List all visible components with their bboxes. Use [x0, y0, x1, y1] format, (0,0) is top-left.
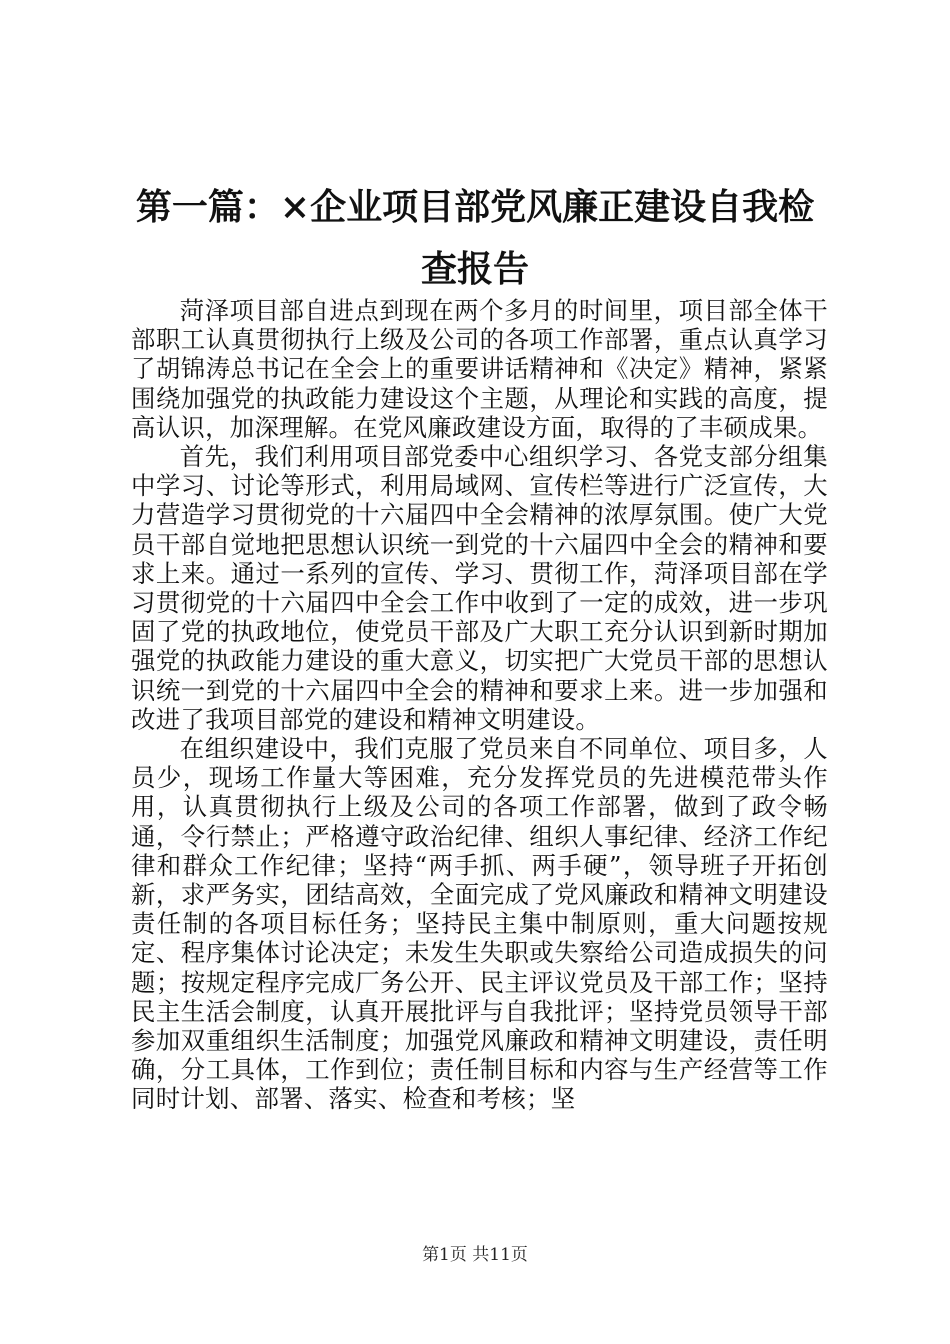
paragraph-3: 在组织建设中，我们克服了党员来自不同单位、项目多，人员少，现场工作量大等困难，充分发挥党员的先进模范带头作用，认真贯彻执行上级及公司的各项工作部署，做到了政令畅通，令行禁止；严格遵守政治纪律、组织人事纪律、经济工作纪律和群众工作纪律；坚持“两手抓、两手硬”，领导班子开拓创新，求严务实，团结高效，全面完成了党风廉政和精神文明建设责任制的各项目标任务；坚持民主集中制原则，重大问题按规定、程序集体讨论决定；未发生失职或失察给公司造成损失的问题；按规定程序完成厂务公开、民主评议党员及干部工作；坚持民主生活会制度，认真开展批评与自我批评；坚持党员领导干部参加双重组织生活制度；加强党风廉政和精神文明建设，责任明确，分工具体，工作到位；责任制目标和内容与生产经营等工作同时计划、部署、落实、检查和考核；坚 — [131, 734, 828, 1114]
page-number-footer: 第1页 共11页 — [422, 1245, 528, 1265]
document-body — [131, 296, 828, 1114]
paragraph-1: 菏泽项目部自进点到现在两个多月的时间里，项目部全体干部职工认真贯彻执行上级及公司的各项工作部署，重点认真学习了胡锦涛总书记在全会上的重要讲话精神和《决定》精神，紧紧围绕加强党的执政能力建设这个主题，从理论和实践的高度，提高认识，加深理解。在党风廉政建设方面，取得的了丰硕成果。 — [131, 296, 828, 442]
paragraph-2: 首先，我们利用项目部党委中心组织学习、各党支部分组集中学习、讨论等形式，利用局域网、宣传栏等进行广泛宣传，大力营造学习贯彻党的十六届四中全会精神的浓厚氛围。使广大党员干部自觉地把思想认识统一到党的十六届四中全会的精神和要求上来。通过一系列的宣传、学习、贯彻工作，菏泽项目部在学习贯彻党的十六届四中全会工作中收到了一定的成效，进一步巩固了党的执政地位，使党员干部及广大职工充分认识到新时期加强党的执政能力建设的重大意义，切实把广大党员干部的思想认识统一到党的十六届四中全会的精神和要求上来。进一步加强和改进了我项目部党的建设和精神文明建设。 — [131, 442, 828, 734]
document-title: 第一篇：×企业项目部党风廉正建设自我检查报告 — [135, 186, 815, 290]
